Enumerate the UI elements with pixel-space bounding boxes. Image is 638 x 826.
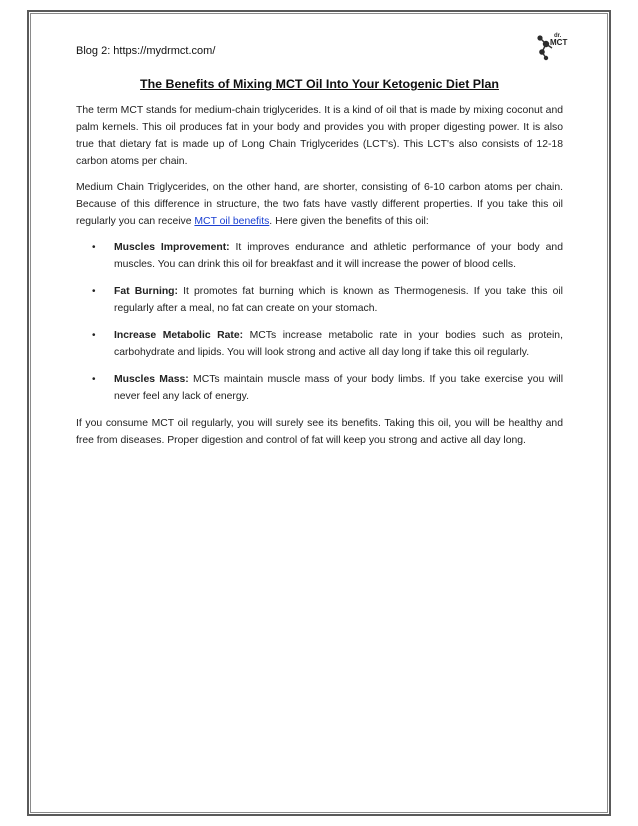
- benefit-text: It improves endurance and athletic performance of your body and muscles. You can drink this oil for breakfast and it will increase the power of blood cells.: [114, 242, 563, 270]
- benefit-text: It promotes fat burning which is known as Thermogenesis. If you take this oil regularly after a meal, no fat can create on your stomach.: [114, 286, 563, 314]
- bullet-icon: •: [92, 330, 96, 341]
- list-item: [76, 371, 563, 405]
- second-paragraph-end: . Here given the benefits of this oil:: [269, 216, 429, 227]
- bullet-icon: •: [92, 242, 96, 253]
- article-title: The Benefits of Mixing MCT Oil Into Your Ketogenic Diet Plan: [140, 77, 499, 91]
- benefit-term: Muscles Improvement:: [114, 242, 230, 253]
- benefit-text: MCTs maintain muscle mass of your body limbs. If you take exercise you will never feel any lack of energy.: [114, 374, 563, 402]
- benefit-text: MCTs increase metabolic rate in your bodies such as protein, carbohydrate and lipids. You will look strong and active all day long if take this oil regularly.: [114, 330, 563, 358]
- list-item: [76, 239, 563, 273]
- second-paragraph: [76, 179, 563, 230]
- closing-paragraph: If you consume MCT oil regularly, you will surely see its benefits. Taking this oil, you will be healthy and free from diseases. Proper digestion and control of fat will keep you strong and active all day long.: [76, 418, 563, 446]
- benefit-term: Muscles Mass:: [114, 374, 189, 385]
- benefits-list: [76, 239, 563, 405]
- mct-oil-benefits-link[interactable]: MCT oil benefits: [194, 216, 270, 227]
- blog-header-line: Blog 2: https://mydrmct.com/: [76, 45, 216, 57]
- list-item: [76, 283, 563, 317]
- list-item: [76, 327, 563, 361]
- logo-text-main: MCT: [550, 38, 568, 47]
- bullet-icon: •: [92, 374, 96, 385]
- intro-paragraph: The term MCT stands for medium-chain triglycerides. It is a kind of oil that is made by mixing coconut and palm kernels. This oil produces fat in your body and provides you with proper digesting power. It is also true that dietary fat is made up of Long Chain Triglycerides (LCT's). This LCT's also consists of 12-18 carbon atoms per chain.: [76, 105, 563, 167]
- second-paragraph-start: Medium Chain Triglycerides, on the other hand, are shorter, consisting of 6-10 carbon atoms per chain. Because of this difference in structure, the two fats have vastly different properties. If you take this oil regularly you can receive: [76, 182, 563, 227]
- article-body: [76, 76, 563, 458]
- logo-text-top: dr.: [554, 33, 562, 39]
- bullet-icon: •: [92, 286, 96, 297]
- benefit-term: Increase Metabolic Rate:: [114, 330, 244, 341]
- benefit-term: Fat Burning:: [114, 286, 178, 297]
- drmct-logo: [532, 28, 570, 62]
